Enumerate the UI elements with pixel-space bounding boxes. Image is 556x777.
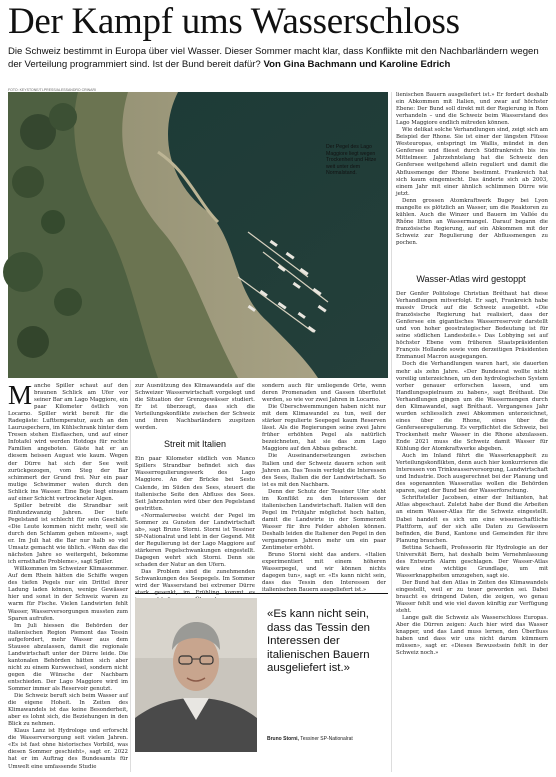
- photo-credit: FOTO: KEYSTONE/TI-PRESS/ALESSANDRO CRINARI: [8, 88, 96, 92]
- subhead-streit: Streit mit Italien: [163, 439, 227, 450]
- paragraph: Die Überschwemmungen haben nicht nur mit dem Klimawandel zu tun, weil der stärker regulierte Seepegel kaum Reserven lässt. Als die Regierungen seine zwei Jahre früher erhöhten Pegel als natürlich bezeichneten, hat sie das zum Lago Maggiore auf den Abbau gebracht.: [262, 404, 386, 453]
- column-3: [262, 383, 386, 594]
- lede: [8, 46, 548, 71]
- photo-caption: Der Pegel des Lago Maggiore liegt wegen Trockenheit und Hitze weit unter dem Normalstand.: [326, 144, 377, 177]
- paragraph: lienischen Bauern ausgeliefert ist.» Er fordert deshalb ein Abkommen mit Italien, und zwar auf höchster Ebene: Der Bund soll direkt mit der Regierung in Rom verhandeln – und die Schweiz beim Wasserstand des Lago Maggiore endlich mitreden können.: [396, 92, 548, 127]
- portrait-photo: [135, 598, 257, 752]
- column-2: [135, 383, 255, 590]
- quote-credit-role: Tessiner SP-Nationalrat: [300, 736, 353, 742]
- paragraph: Bruno Storni sieht das anders. «Italien experimentiert mit einem höheren Wasserpegel, und wir können nichts dagegen tun», sagt er. «Es kann nicht sein, dass das Tessin den Interessen der italienischen Bauern ausgeliefert ist.»: [262, 552, 386, 594]
- quote-credit-name: Bruno Storni,: [267, 736, 299, 742]
- dropcap: M: [8, 380, 33, 410]
- column-1: [8, 380, 128, 775]
- paragraph: Der Genfer Politologe Christian Bréthaut hat diese Verhandlungen mitverfolgt. Er sagt, Frankreich habe massiv Druck auf die Schweiz ausgeübt. «Die französische Regierung hat realisiert, dass der Genfersee ein gigantisches Wasserreservoir darstellt und von hoher geostrategischer Bedeutung ist für seine südlichen Landesteile.» Das Lobbying sei auf höchster Ebene vom früheren Staatspräsidenten François Hollande sowie vom derzeitigen Präsidenten Emmanuel Macron ausgegangen.: [396, 291, 548, 361]
- paragraph: Lange galt die Schweiz als Wasserschloss Europas. Aber die Dürren zeigen: Auch hier wird das Wasser knapper, und das Land muss lernen, den Überfluss haben und dass wir uns nicht darum kümmern müssen», sagt er. «Dieses Bewusstsein fehlt in der Schweiz noch.»: [396, 615, 548, 657]
- paragraph: Denn grossen Atomkraftwerk Bugey bei Lyon mangelte es plötzlich an Wasser, um die Reaktoren zu kühlen. Auch die Winzer und Bauern im Vallée du Rhône litten an Wassermangel. Darauf begann die französische Regierung, auf ein Abkommen mit der Schweiz zur Regulierung der Abflussmengen zu pochen.: [396, 197, 548, 246]
- aerial-lake-image: [8, 92, 388, 378]
- paragraph: Willkommen im Schweizer Klimasommer. Auf dem Rhein hätten die Schiffe wegen des tiefen Pegels nur ein Drittel ihrer Ladung laden können, wenige Gewässer hier und sonst in der Schweiz waren zu warm für Fische. Vielen Landwirten fehlt Wasser, Wasserversorgungen mussten zum Sparen aufrufen.: [8, 566, 128, 622]
- paragraph: Im Juli hiessen die Behörden der italienischen Region Piemont das Tessin aufgefordert, mehr Wasser aus dem Stausee abzulassen, damit die regionale Landwirtschaft unter der Dürre leide. Die kantonalen Behörden hätten sich aber nicht zu einem Kurswechsel, sondern nicht gegen die Wünsche der Nachbarn entschieden. Der Lago Maggiore wird im Sommer immer als Reservoir genutzt.: [8, 622, 128, 693]
- column-4-bottom: [396, 291, 548, 773]
- pull-quote-box: [135, 598, 388, 770]
- paragraph: Das Problem sind die zunehmenden Schwankungen des Seepegels. Im Sommer wird der Wasserstand bei extremer Dürre: [135, 569, 255, 590]
- column-4-top: [396, 92, 548, 270]
- portrait-image: [135, 598, 257, 752]
- column-divider: [130, 380, 131, 772]
- paragraph: Bettina Schaefli, Professorin für Hydrologie an der Universität Bern, hat deshalb beim Vernehmlassung des Entwurfs Alarm geschlagen. Der Wasser-Atlas wäre eine wichtige Grundlage, um mit Wasserknappheiten umzugehen, sagt sie.: [396, 544, 548, 579]
- paragraph: anche Spiller schaut auf den braunen Schlick am Ufer vor seiner Bar am Lago Maggiore, ein paar Kilometer östlich von Locarno. Spiller wirkt bereit für die Radegäste: Lufttemperatur, auch an den Lauruspechern, im Kühlschrank hinter dem Tresen stehen Eisflaschen, und auf einer Infotafel wird werden Hotdogs für rechte Familien angeboten. Gäste hat er an diesem heissen August wie kaum. Wegen der Dürre hat sich der See weit zurückgezogen, vom Steg der Bar schimmert der Grund frei. Nur ein paar mutige Schwimmer waten durch den Schlick ins Wasser. Eine Boje liegt einsam auf einer Schicht vertrockneter Algen.: [8, 383, 128, 502]
- subhead-wasser-atlas: Wasser-Atlas wird gestoppt: [416, 274, 526, 284]
- paragraph: Die Schweiz beruft sich beim Wasser auf die eigene Hoheit. In Zeiten des Klimawandels ist das keine Besonderheit, aber es lohnt sich, die Beziehungen in den Blick zu nehmen.: [8, 693, 128, 728]
- paragraph: sondern auch für umliegende Orte, wenn deren Promenaden und Gassen überflutet werden, so wie vor zwei Jahren in Locarno.: [262, 383, 386, 404]
- lede-text: Die Schweiz bestimmt in Europa über viel Wasser. Dieser Sommer macht klar, dass Konflikte mit den Nachbarländern wegen der Verteilung programmiert sind. Ist der Bund bereit dafür?: [8, 46, 539, 70]
- authors: Von Gina Bachmann und Karoline Edrich: [263, 58, 451, 70]
- pull-quote: «Es kann nicht sein, dass das Tessin den Interessen der italienischen Bauern ausgeliefert ist.»: [267, 608, 371, 675]
- paragraph: Die Auseinandersetzungen zwischen Italien und der Schweiz dauern schon seit Jahren an. Das Tessin verfolgt die Interessen des Sees, Italien die der Landwirtschaft. So ist es mit den Nachbarn.: [262, 453, 386, 488]
- column-divider: [391, 92, 392, 772]
- paragraph: Klaus Lanz ist Hydrologe und erforscht die Wasserversorgung seit vielen Jahren. «Es ist fast ohne historisches Vorbild, was diesen Sommer geschieht», sagt er. 2022 hat er im Auftrag des Bundesamts für Umwelt eine umfassende Studie: [8, 728, 128, 770]
- paragraph: «Normalerweise weicht der Pegel im Sommer zu Gunsten der Landwirtschaft ab», sagt Bruno Storni. Storni ist Tessiner SP-Nationalrat und lebt in der Gegend. Mit der Regulierung ist der Lago Maggiore auf stärkeren Pegelschwankungen eingestellt. Dagegen wehrt sich Storni. Denn sie schaden der Natur an den Ufern.: [135, 512, 255, 569]
- paragraph: Spiller betreibt die Strandbar seit fünfundzwanzig Jahren. Der tiefe Pegelstand ist schlecht für sein Geschäft. «Die Leute kommen nicht mehr, weil sie durch den Schlamm gehen müssen», sagt er. Im Juli hat die Bar nur halb so viel Umsatz gemacht wie üblich. «Wenn das die nächsten Jahre so weitergeht, bekomme ich ernsthafte Probleme», sagt Spiller.: [8, 502, 128, 566]
- quote-rule: [135, 593, 388, 594]
- lake-photo: [8, 92, 388, 378]
- paragraph: Der Bund hat den Atlas in Zeiten des Klimawandels eingestellt, weil er zu teuer geworden sei. Dabei braucht es dringend Daten, die zeigen, wo genau Wasser fehlt und wie viel davon künftig zur Verfügung steht.: [396, 579, 548, 615]
- paragraph: Wie delikat solche Verhandlungen sind, zeigt sich am Beispiel der Rhone. Sie ist einer der längsten Flüsse Westeuropas, entspringt im Wallis, mündet in den Genfersee und fliesst durch Südfrankreich bis ins Mittelmeer. Jahrzehntelang hat die Schweiz den Genfersee weitgehend allein reguliert und damit die Abflussmenge der Rhone bestimmt. Frankreich hat sich kaum eingemischt. Das änderte sich ab 2003, einem Jahr mit einer ähnlich schlimmen Dürre wie jetzt.: [396, 127, 548, 197]
- paragraph: Schriftsteller Jacobsen, einer der Initianten, hat Atlas abgeschaut. Zuletzt habe der Bund die Arbeiten an einem Wasser-Atlas für die Schweiz eingestellt. Dabei handelt es sich um eine wissenschaftliche Plattform, auf der sich alle Daten zu Gewässern befinden, die Bund, Kantone und Gemeinden für ihre Planung brauchen.: [396, 495, 548, 544]
- paragraph: Denn der Schutz der Tessiner Ufer steht im Konflikt zu den Interessen der italienischen Landwirtschaft. Italien will den Pegel im Frühjahr möglichst hoch halten, damit die Landwirte in der Sommerzeit Wasser für ihre Felder abholen können. Deshalb leiden die Italiener den Pegel in den vergangenen Jahren mehr um ein paar Zentimeter erhöht.: [262, 488, 386, 552]
- paragraph: Doch die Verhandlungen waren hart, sie dauerten mehr als zehn Jahre. «Der Bundesrat wollte nicht voreilig unterzeichnen, um den hydrologischen System vorher genauer erforschen lassen, und um Handlungsspielraum zu haben», sagt Bréthaut. Die Verhandlungen gingen um die Wassermengen durch den Klimawandel, sagt Bréthaut. Vergangenes Jahr wurden schliesslich zwei Abkommen unterzeichnet, eines über die Rhone, eines über die Genferseeregulierung. Es verpflichtet die Schweiz, bei Trockenheit mehr Wasser in die Rhone abzulassen. Ende 2021 muss die Schweiz damit Wasser für Kühlung der Atomkraftwerke abgeben.: [396, 361, 548, 453]
- headline: Der Kampf ums Wasserschloss: [8, 1, 460, 42]
- paragraph: zur Ausnützung des Klimawandels auf die Schweizer Wasserwirtschaft vorgelegt und die Situation der Grenzgewässer studiert. Er ist überzeugt, dass sich die Verteilungskonflikte zwischen der Schweiz und ihren Nachbarländern zuspitzen werden.: [135, 383, 255, 432]
- quote-credit: [267, 736, 353, 742]
- paragraph: Ein paar Kilometer südlich von Manco Spillers Strandbar befindet sich das Wasserregulierungswerk des Lago Maggiore. An der Brücke bei Sesto Calende, im Süden des Sees, steuert die italienische Seite den Abfluss des Sees. Seit Jahrzehnten wird über den Pegelstand gestritten.: [135, 456, 255, 512]
- paragraph: Auch im Inland führt die Wasserknappheit zu Verteilungskonflikten, denn auch hier konkurrieren die Interessen von Trinkwasserversorgung, Landwirtschaft und Industrie. Doch ausgerechnet bei der Planung und des sogenannten Wasseratlas wollen die Behörden sparen, sagt der Bund bei der Wasserforschung.: [396, 453, 548, 495]
